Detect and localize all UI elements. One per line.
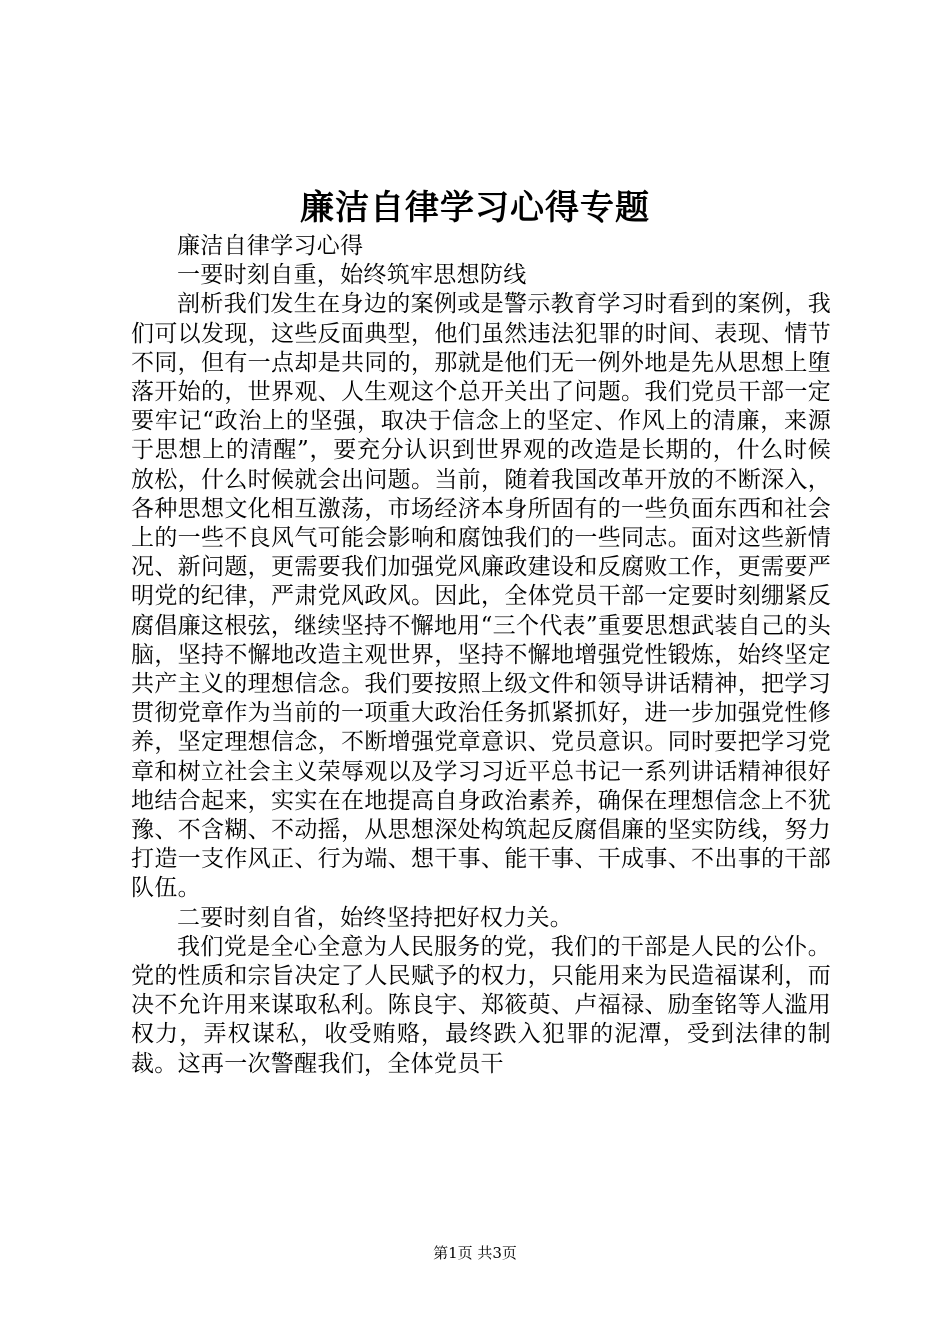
page-footer: 第1页 共3页 (433, 1244, 517, 1262)
section-heading-1: 一要时刻自重，始终筑牢思想防线 (177, 262, 527, 289)
body-paragraph-2: 我们党是全心全意为人民服务的党，我们的干部是人民的公仆。党的性质和宗旨决定了人民赋予的权力，只能用来为民造福谋利，而决不允许用来谋取私利。陈良宇、郑筱萸、卢福禄、励奎铭等人滥用权力，弄权谋私，收受贿赂，最终跌入犯罪的泥潭，受到法律的制裁。这再一次警醒我们，全体党员干 (131, 933, 831, 1077)
body-paragraph-1: 剖析我们发生在身边的案例或是警示教育学习时看到的案例，我们可以发现，这些反面典型，他们虽然违法犯罪的时间、表现、情节不同，但有一点却是共同的，那就是他们无一例外地是先从思想上堕落开始的，世界观、人生观这个总开关出了问题。我们党员干部一定要牢记“政治上的坚强，取决于信念上的坚定、作风上的清廉，来源于思想上的清醒”，要充分认识到世界观的改造是长期的，什么时候放松，什么时候就会出问题。当前，随着我国改革开放的不断深入，各种思想文化相互激荡，市场经济本身所固有的一些负面东西和社会上的一些不良风气可能会影响和腐蚀我们的一些同志。面对这些新情况、新问题，更需要我们加强党风廉政建设和反腐败工作，更需要严明党的纪律，严肃党风政风。因此，全体党员干部一定要时刻绷紧反腐倡廉这根弦，继续坚持不懈地用“三个代表”重要思想武装自己的头脑，坚持不懈地改造主观世界，坚持不懈地增强党性锻炼，始终坚定共产主义的理想信念。我们要按照上级文件和领导讲话精神，把学习贯彻党章作为当前的一项重大政治任务抓紧抓好，进一步加强党性修养，坚定理想信念，不断增强党章意识、党员意识。同时要把学习党章和树立社会主义荣辱观以及学习习近平总书记一系列讲话精神很好地结合起来，实实在在地提高自身政治素养，确保在理想信念上不犹豫、不含糊、不动摇，从思想深处构筑起反腐倡廉的坚实防线，努力打造一支作风正、行为端、想干事、能干事、干成事、不出事的干部队伍。 (131, 291, 831, 902)
document-body (131, 232, 831, 1079)
subtitle-paragraph: 廉洁自律学习心得 (177, 233, 364, 259)
document-title: 廉洁自律学习心得专题 (300, 188, 650, 228)
section-heading-2: 二要时刻自省，始终坚持把好权力关。 (177, 904, 574, 931)
